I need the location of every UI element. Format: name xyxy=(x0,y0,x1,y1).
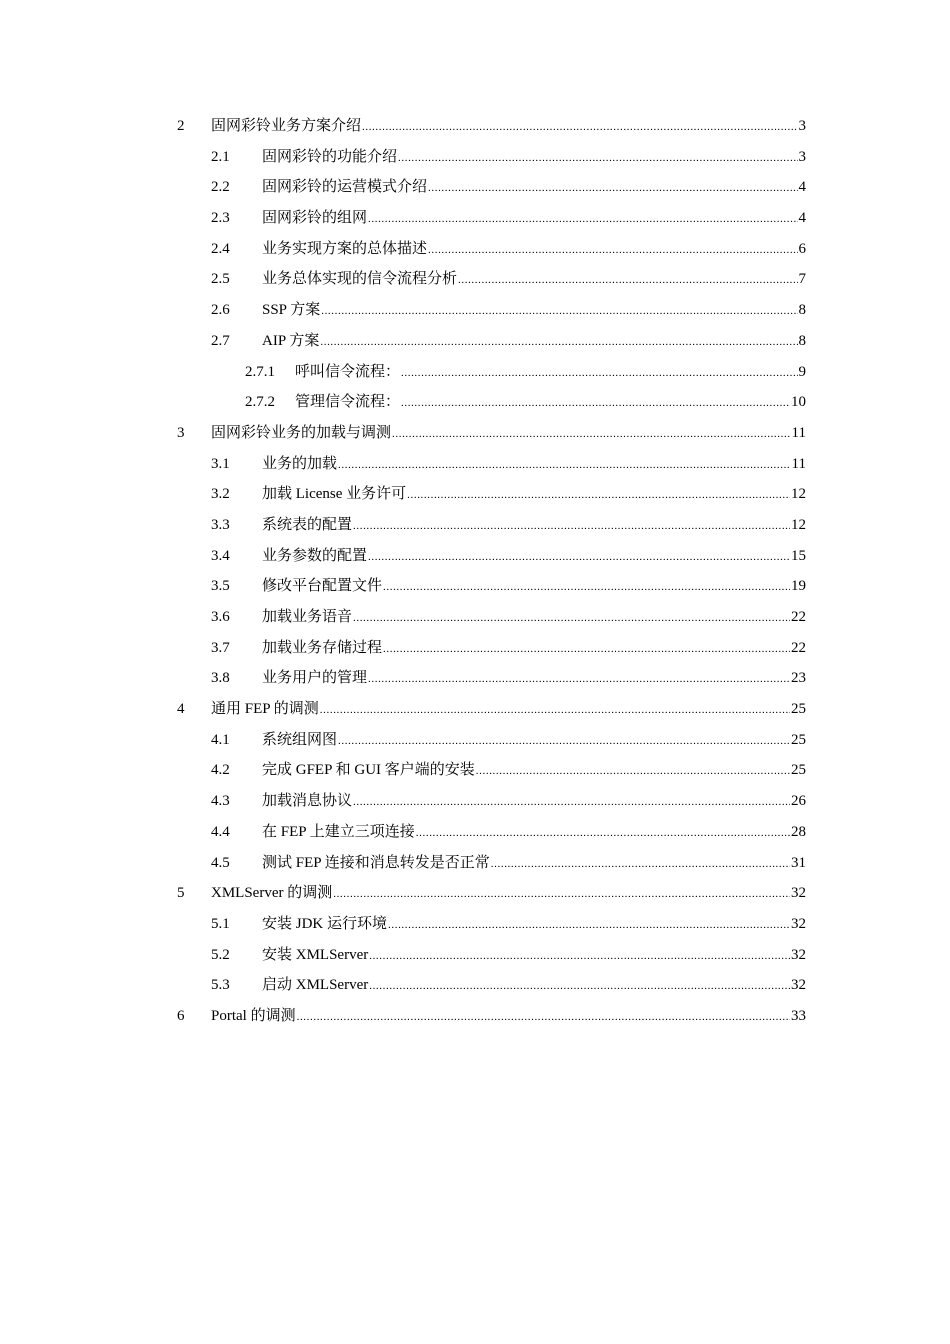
toc-entry-number: 2.4 xyxy=(211,240,230,257)
toc-entry-page-number: 25 xyxy=(791,701,806,718)
toc-entry-number: 3.8 xyxy=(211,670,230,687)
toc-entry-line xyxy=(211,878,806,910)
toc-leader-dots xyxy=(491,849,790,880)
toc-entry[interactable] xyxy=(0,694,950,725)
toc-entry-title: 业务的加载 xyxy=(262,449,338,480)
toc-leader-dots xyxy=(383,572,790,603)
toc-entry[interactable] xyxy=(0,295,950,326)
toc-entry-number: 2.7.1 xyxy=(245,363,275,380)
toc-entry-title: 业务用户的管理 xyxy=(262,663,368,694)
toc-entry-title: AIP 方案 xyxy=(262,326,320,357)
toc-entry[interactable] xyxy=(0,571,950,602)
toc-entry-number: 3.3 xyxy=(211,516,230,533)
toc-entry-number: 3.2 xyxy=(211,486,230,503)
toc-entry-number: 2.6 xyxy=(211,302,230,319)
toc-entry[interactable] xyxy=(0,387,950,418)
toc-entry-page-number: 11 xyxy=(791,455,806,472)
toc-leader-dots xyxy=(428,173,797,204)
toc-leader-dots xyxy=(368,542,790,573)
toc-entry-title: 业务实现方案的总体描述 xyxy=(262,234,428,265)
toc-entry[interactable] xyxy=(0,909,950,940)
toc-entry-number: 3.4 xyxy=(211,547,230,564)
toc-entry-title: 管理信令流程： xyxy=(295,387,401,418)
toc-leader-dots xyxy=(369,971,790,1002)
toc-entry-line xyxy=(262,909,806,941)
toc-entry-line xyxy=(262,940,806,972)
toc-entry-number: 4.1 xyxy=(211,731,230,748)
toc-entry[interactable] xyxy=(0,326,950,357)
toc-entry-number: 3.1 xyxy=(211,455,230,472)
toc-entry-page-number: 32 xyxy=(791,946,806,963)
toc-entry-page-number: 25 xyxy=(791,731,806,748)
toc-entry[interactable] xyxy=(0,602,950,633)
toc-entry-title: 修改平台配置文件 xyxy=(262,571,383,602)
toc-entry-title: 加载消息协议 xyxy=(262,786,353,817)
toc-entry-title: 测试 FEP 连接和消息转发是否正常 xyxy=(262,848,491,879)
toc-entry[interactable] xyxy=(0,878,950,909)
toc-entry-title: XMLServer 的调测 xyxy=(211,878,333,909)
toc-leader-dots xyxy=(428,235,797,266)
toc-leader-dots xyxy=(321,296,797,327)
toc-entry[interactable] xyxy=(0,264,950,295)
toc-entry-number: 4.2 xyxy=(211,762,230,779)
toc-entry-title: 加载业务语音 xyxy=(262,602,353,633)
toc-leader-dots xyxy=(320,327,797,358)
toc-leader-dots xyxy=(388,910,790,941)
toc-entry-line xyxy=(211,694,806,726)
toc-entry-number: 5 xyxy=(177,885,185,902)
toc-leader-dots xyxy=(476,756,790,787)
toc-entry-line xyxy=(295,357,806,389)
toc-entry-title: 安装 XMLServer xyxy=(262,940,369,971)
toc-entry-number: 2.2 xyxy=(211,179,230,196)
toc-leader-dots xyxy=(297,1002,790,1033)
toc-entry-page-number: 28 xyxy=(791,823,806,840)
toc-entry-line xyxy=(262,725,806,757)
toc-entry-number: 2.5 xyxy=(211,271,230,288)
toc-entry[interactable] xyxy=(0,663,950,694)
toc-leader-dots xyxy=(338,450,791,481)
toc-entry-title: 启动 XMLServer xyxy=(262,970,369,1001)
toc-entry[interactable] xyxy=(0,970,950,1001)
toc-entry-line xyxy=(262,541,806,573)
toc-entry-page-number: 22 xyxy=(791,639,806,656)
toc-leader-dots xyxy=(353,603,790,634)
toc-entry-title: 通用 FEP 的调测 xyxy=(211,694,320,725)
toc-entry-title: 加载 License 业务许可 xyxy=(262,479,407,510)
toc-entry-page-number: 23 xyxy=(791,670,806,687)
toc-entry[interactable] xyxy=(0,479,950,510)
toc-entry-line xyxy=(262,817,806,849)
toc-entry-line xyxy=(262,755,806,787)
table-of-contents xyxy=(0,111,950,1032)
toc-entry-number: 2.7 xyxy=(211,332,230,349)
toc-entry-title: 系统组网图 xyxy=(262,725,338,756)
toc-entry-title: SSP 方案 xyxy=(262,295,321,326)
toc-entry[interactable] xyxy=(0,111,950,142)
toc-entry[interactable] xyxy=(0,817,950,848)
toc-entry-number: 2.1 xyxy=(211,148,230,165)
toc-leader-dots xyxy=(407,480,790,511)
toc-entry-title: 固网彩铃的组网 xyxy=(262,203,368,234)
toc-entry-number: 4.3 xyxy=(211,793,230,810)
toc-entry[interactable] xyxy=(0,848,950,879)
toc-entry-title: 固网彩铃的功能介绍 xyxy=(262,142,398,173)
toc-entry-title: 完成 GFEP 和 GUI 客户端的安装 xyxy=(262,755,476,786)
toc-entry-line xyxy=(262,326,806,358)
toc-entry[interactable] xyxy=(0,633,950,664)
toc-entry-page-number: 12 xyxy=(791,486,806,503)
toc-entry-title: Portal 的调测 xyxy=(211,1001,297,1032)
toc-entry[interactable] xyxy=(0,418,950,449)
toc-entry-line xyxy=(211,111,806,143)
toc-entry-title: 固网彩铃业务方案介绍 xyxy=(211,111,362,142)
toc-entry-number: 6 xyxy=(177,1007,185,1024)
toc-entry-number: 3.6 xyxy=(211,609,230,625)
toc-leader-dots xyxy=(383,634,790,665)
toc-entry[interactable] xyxy=(0,725,950,756)
toc-entry-line xyxy=(262,203,806,235)
toc-entry-number: 4 xyxy=(177,701,185,718)
toc-entry-title: 固网彩铃业务的加载与调测 xyxy=(211,418,392,449)
toc-entry-line xyxy=(262,571,806,603)
toc-entry[interactable] xyxy=(0,449,950,480)
toc-entry-page-number: 9 xyxy=(798,363,806,380)
toc-entry-page-number: 4 xyxy=(798,179,806,196)
toc-entry[interactable] xyxy=(0,172,950,203)
toc-entry-line xyxy=(262,663,806,695)
toc-leader-dots xyxy=(398,143,797,174)
toc-entry-line xyxy=(295,387,806,419)
toc-entry-number: 3 xyxy=(177,424,185,441)
toc-entry-line xyxy=(262,602,806,634)
toc-entry[interactable] xyxy=(0,357,950,388)
toc-entry-line xyxy=(262,295,806,327)
toc-leader-dots xyxy=(401,388,790,419)
toc-entry-title: 业务参数的配置 xyxy=(262,541,368,572)
toc-entry-page-number: 8 xyxy=(798,332,806,349)
toc-entry[interactable] xyxy=(0,142,950,173)
toc-leader-dots xyxy=(416,818,790,849)
toc-entry-number: 2 xyxy=(177,118,185,134)
toc-leader-dots xyxy=(369,941,790,972)
toc-leader-dots xyxy=(368,664,790,695)
toc-entry-page-number: 12 xyxy=(791,516,806,533)
toc-entry-line xyxy=(262,510,806,542)
toc-entry[interactable] xyxy=(0,234,950,265)
toc-entry-page-number: 15 xyxy=(791,547,806,564)
toc-entry-page-number: 10 xyxy=(791,394,806,411)
toc-entry-line xyxy=(262,172,806,204)
toc-entry-number: 2.7.2 xyxy=(245,394,275,411)
toc-leader-dots xyxy=(333,879,790,910)
toc-entry[interactable] xyxy=(0,940,950,971)
toc-entry[interactable] xyxy=(0,755,950,786)
toc-leader-dots xyxy=(458,265,797,296)
toc-entry-page-number: 26 xyxy=(791,793,806,810)
toc-entry-page-number: 33 xyxy=(791,1007,806,1024)
toc-leader-dots xyxy=(362,112,797,143)
toc-leader-dots xyxy=(392,419,791,450)
toc-entry[interactable] xyxy=(0,786,950,817)
toc-entry-page-number: 8 xyxy=(798,302,806,319)
toc-entry-page-number: 3 xyxy=(798,148,806,165)
toc-entry-page-number: 25 xyxy=(791,762,806,779)
toc-entry-title: 系统表的配置 xyxy=(262,510,353,541)
toc-entry-page-number: 32 xyxy=(791,915,806,932)
toc-entry-title: 安装 JDK 运行环境 xyxy=(262,909,388,940)
toc-entry[interactable] xyxy=(0,203,950,234)
toc-entry-page-number: 7 xyxy=(798,271,806,288)
toc-leader-dots xyxy=(368,204,797,235)
toc-entry[interactable] xyxy=(0,1001,950,1032)
toc-leader-dots xyxy=(353,787,790,818)
toc-entry-number: 2.3 xyxy=(211,210,230,227)
toc-entry-number: 4.5 xyxy=(211,854,230,871)
toc-entry-page-number: 32 xyxy=(791,885,806,902)
toc-entry-page-number: 19 xyxy=(791,578,806,595)
toc-entry-number: 5.3 xyxy=(211,977,230,994)
toc-entry-line xyxy=(262,234,806,266)
toc-entry-page-number: 3 xyxy=(798,118,806,134)
toc-leader-dots xyxy=(320,695,790,726)
toc-entry-title: 固网彩铃的运营模式介绍 xyxy=(262,172,428,203)
toc-entry-line xyxy=(262,264,806,296)
toc-entry-line xyxy=(211,418,806,450)
toc-entry-number: 5.2 xyxy=(211,946,230,963)
toc-entry-title: 业务总体实现的信令流程分析 xyxy=(262,264,458,295)
toc-entry-title: 在 FEP 上建立三项连接 xyxy=(262,817,416,848)
toc-entry-line xyxy=(262,479,806,511)
toc-entry-number: 3.7 xyxy=(211,639,230,656)
toc-entry-number: 3.5 xyxy=(211,578,230,595)
toc-entry-title: 呼叫信令流程： xyxy=(295,357,401,388)
toc-entry-page-number: 6 xyxy=(798,240,806,257)
toc-entry-number: 5.1 xyxy=(211,915,230,932)
toc-leader-dots xyxy=(353,511,790,542)
toc-leader-dots xyxy=(338,726,790,757)
toc-entry-line xyxy=(262,848,806,880)
toc-entry-line xyxy=(262,970,806,1002)
toc-entry-page-number: 32 xyxy=(791,977,806,994)
toc-entry-number: 4.4 xyxy=(211,823,230,840)
toc-entry-line xyxy=(262,786,806,818)
toc-entry[interactable] xyxy=(0,510,950,541)
toc-entry-title: 加载业务存储过程 xyxy=(262,633,383,664)
toc-entry-page-number: 11 xyxy=(791,424,806,441)
toc-entry-line xyxy=(262,633,806,665)
toc-leader-dots xyxy=(401,358,797,389)
toc-entry-page-number: 22 xyxy=(791,609,806,625)
toc-entry-line xyxy=(211,1001,806,1033)
toc-entry-line xyxy=(262,449,806,481)
toc-entry-page-number: 31 xyxy=(791,854,806,871)
toc-entry-page-number: 4 xyxy=(798,210,806,227)
toc-entry[interactable] xyxy=(0,541,950,572)
toc-entry-line xyxy=(262,142,806,174)
